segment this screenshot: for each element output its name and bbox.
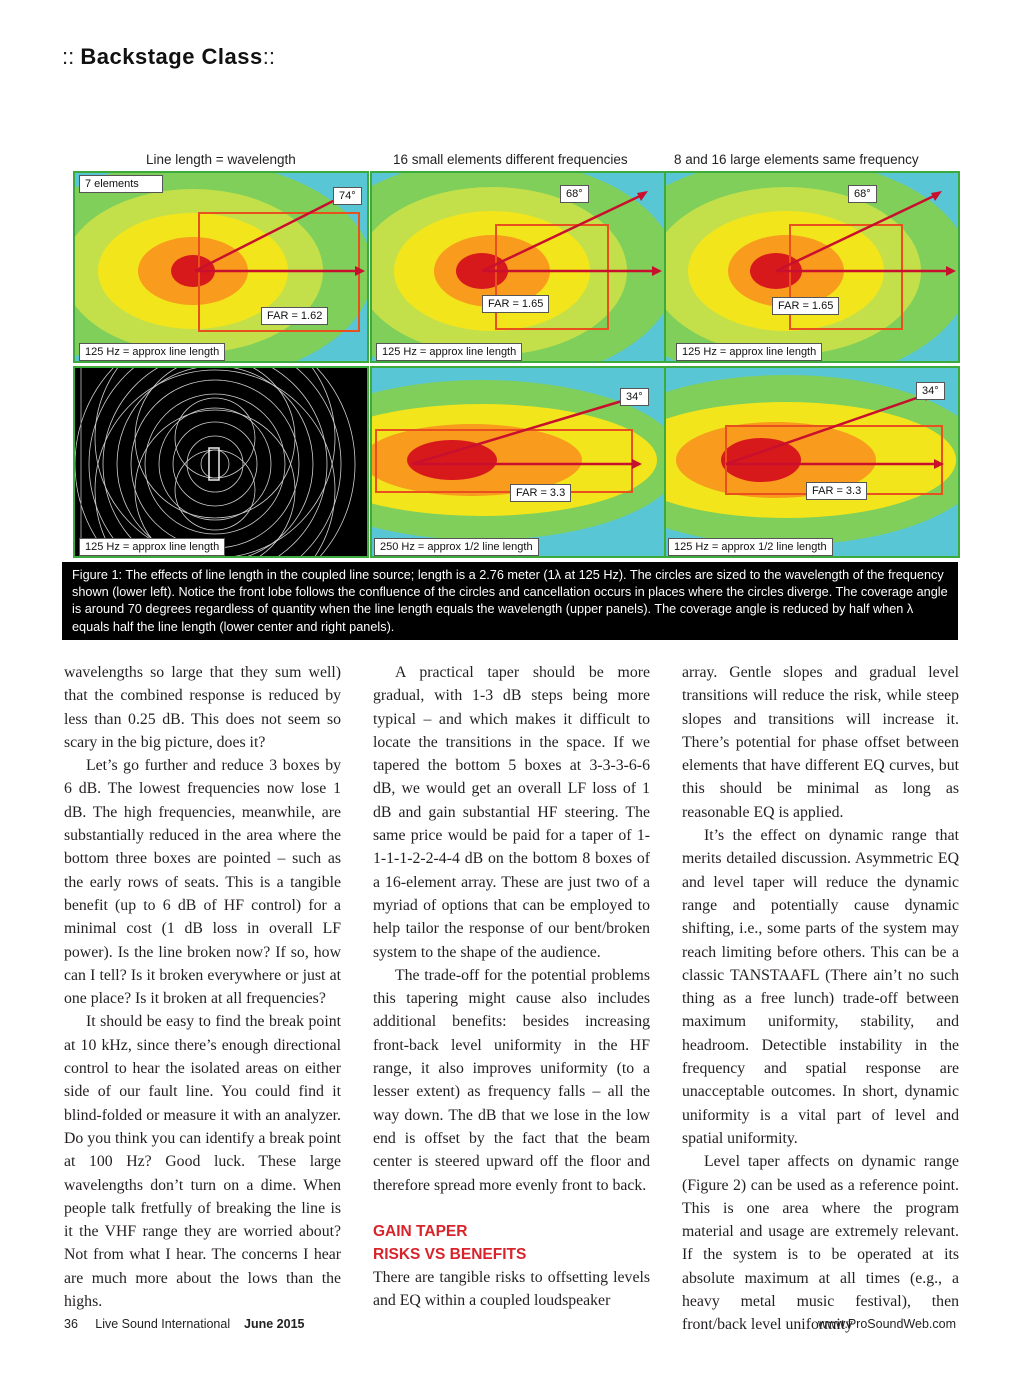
publication-name: Live Sound International (95, 1317, 231, 1331)
angle-label: 74° (333, 187, 362, 205)
paragraph: Let’s go further and reduce 3 boxes by 6 dB. The lowest frequencies now lose 1 dB. The high frequencies, meanwhile, are substantially reduced in the area where the bottom three boxes are pointed – such as the early rows of seats. This is a tangible benefit (up to 6 dB of HF control) for a minimal cost (1 dB loss in overall LF power). Is the line broken now? If so, how can I tell? Is it broken everywhere or just at one place? Is it broken at all frequencies? (64, 757, 341, 1008)
subheading-line-1: GAIN TAPER (373, 1222, 468, 1240)
paragraph: array. Gentle slopes and gradual level transitions will reduce the risk, while steep slopes and transitions will increase it. There’s potential for phase offset between elements that have different EQ curves, but this should be minimal as long as reasonable EQ is applied. (682, 664, 959, 821)
wavelength-circles-panel (73, 366, 369, 558)
article-column-3 (682, 661, 959, 1337)
heatmap-image (666, 173, 960, 363)
paragraph: There are tangible risks to offsetting levels and EQ within a coupled loudspeaker (373, 1268, 650, 1310)
far-label: FAR = 1.62 (261, 307, 328, 325)
issue-date: June 2015 (244, 1317, 305, 1331)
heatmap-image (75, 173, 369, 363)
far-label: FAR = 3.3 (510, 484, 571, 502)
far-label: FAR = 1.65 (772, 297, 839, 315)
header-prefix: :: (62, 44, 75, 69)
heatmap-panel-bottom-center (370, 366, 666, 558)
subheading (373, 1220, 650, 1266)
heatmap-panel-bottom-right (664, 366, 960, 558)
paragraph: A practical taper should be more gradual, with 1-3 dB steps being more typical – and which makes it difficult to locate the transitions in the space. If we tapered the bottom 5 boxes at 3-3-3-6-6 dB, we would get an overall LF loss of 1 dB and gain substantial HF steering. The same price would be paid for a taper of 1-1-1-1-2-2-4-4 dB on the bottom 8 boxes of a 16-element array. These are just two of a myriad of options that can be employed to help tailor the response of our bent/broken system to the shape of the audience. (373, 664, 650, 961)
page-number: 36 (64, 1317, 78, 1331)
article-column-2 (373, 661, 650, 1312)
panel-titles (68, 152, 960, 172)
far-label: FAR = 3.3 (806, 482, 867, 500)
frequency-label: 125 Hz = approx line length (79, 538, 225, 556)
elements-label: 7 elements (79, 175, 163, 193)
section-header (62, 44, 275, 70)
angle-label: 68° (848, 185, 877, 203)
header-title: Backstage Class (80, 44, 263, 69)
angle-label: 68° (560, 185, 589, 203)
website-link[interactable]: www.ProSoundWeb.com (817, 1317, 956, 1331)
angle-label: 34° (916, 382, 945, 400)
angle-label: 34° (620, 388, 649, 406)
frequency-label: 125 Hz = approx line length (376, 343, 522, 361)
frequency-label: 125 Hz = approx line length (79, 343, 225, 361)
paragraph: It should be easy to find the break point at 10 kHz, since there’s enough directional control to hear the isolated areas on either side of our fault line. You could find it blind-folded or measure it with an analyzer. Do you think you can identify a break point at 100 Hz? Good luck. These large wavelengths don’t turn on a dime. When people talk fretfully of breaking the line is it the VHF range they are worried about? Not from what I hear. The concerns I hear are much more about the lows than the highs. (64, 1013, 341, 1311)
heatmap-image (372, 173, 666, 363)
frequency-label: 125 Hz = approx 1/2 line length (668, 538, 833, 556)
figure-caption: Figure 1: The effects of line length in the coupled line source; length is a 2.76 meter (1λ at 125 Hz). The circles are sized to the wavelength of the frequency shown (lower left). Notice the front lobe follows the confluence of the circles and cancellation occurs in places where the circles diverge. The coverage angle is around 70 degrees regardless of quantity when the line length equals the wavelength (upper panels). The coverage angle is reduced by half when λ equals half the line length (lower center and right panels). (62, 562, 958, 640)
heatmap-panel-top-left (73, 171, 369, 363)
subheading-line-2: RISKS VS BENEFITS (373, 1245, 527, 1263)
panel-title-2: 16 small elements different frequencies (393, 152, 628, 167)
panel-title-3: 8 and 16 large elements same frequency (674, 152, 919, 167)
panel-title-1: Line length = wavelength (146, 152, 296, 167)
circles-image (75, 368, 369, 558)
frequency-label: 125 Hz = approx line length (676, 343, 822, 361)
header-suffix: :: (262, 44, 275, 69)
far-label: FAR = 1.65 (482, 295, 549, 313)
paragraph: It’s the effect on dynamic range that merits detailed discussion. Asymmetric EQ and level taper will reduce the dynamic range and potentially cause dynamic shifting, i.e., some parts of the system may reach limiting before others. This can be a classic TANSTAAFL (There ain’t no such thing as a free lunch) trade-off between maximum uniformity, stability, and headroom. Detectible instability in the frequency and spatial response are unacceptable outcomes. In short, dynamic uniformity is a vital part of level and spatial uniformity. (682, 827, 959, 1147)
heatmap-panel-top-right (664, 171, 960, 363)
article-column-1 (64, 661, 341, 1313)
paragraph: The trade-off for the potential problems this tapering might cause also includes additional benefits: besides increasing front-back level uniformity in the HF range, it also improves uniformity (to a lesser extent) as frequency falls – all the way down. The dB that we lose in the low end is offset by the fact that the beam center is steered upward off the floor and therefore spread more evenly front to back. (373, 966, 650, 1194)
heatmap-panel-top-center (370, 171, 666, 363)
paragraph: wavelengths so large that they sum well) that the combined response is reduced by less than 0.25 dB. This does not seem so scary in the big picture, does it? (64, 664, 341, 751)
frequency-label: 250 Hz = approx 1/2 line length (374, 538, 539, 556)
page-footer (64, 1317, 304, 1331)
paragraph: Level taper affects on dynamic range (Figure 2) can be used as a reference point. This is one area where the program material and usage are extremely relevant. If the system is to be operated at its absolute maximum at all times (e.g., a heavy metal music festival), then front/back level uniformity (682, 1153, 959, 1334)
